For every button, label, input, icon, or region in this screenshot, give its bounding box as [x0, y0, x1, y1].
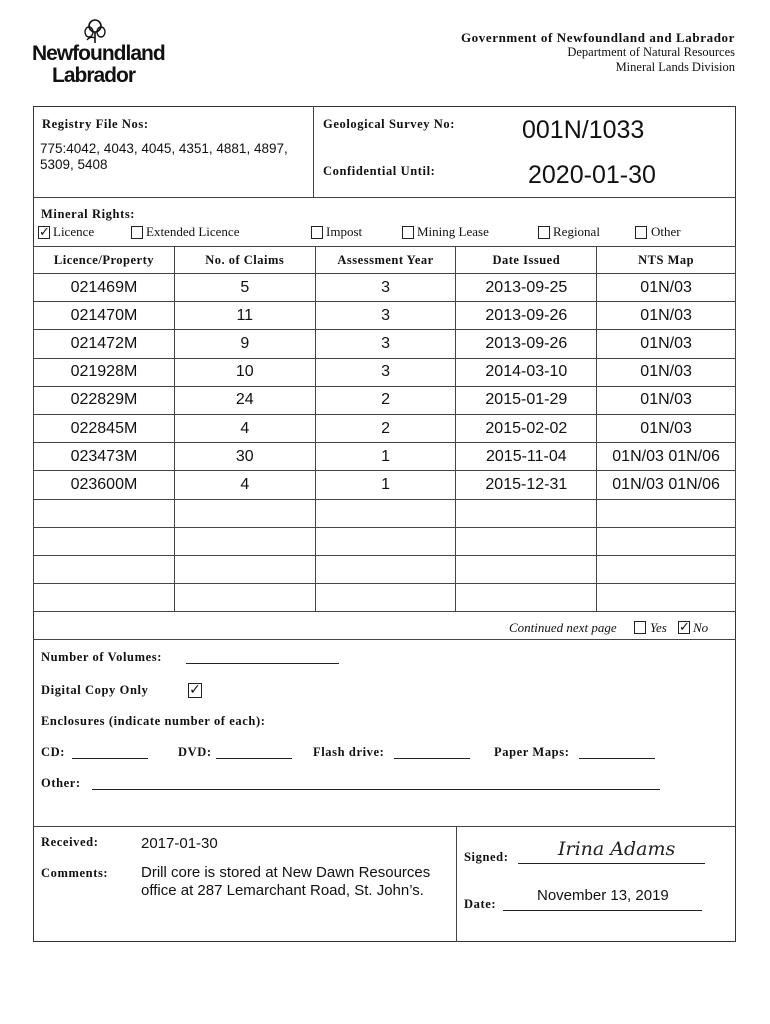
- cell-licence: 021470M: [34, 302, 175, 330]
- cell-claims: 4: [174, 471, 315, 499]
- digital-copy-label: Digital Copy Only: [41, 683, 149, 697]
- paper-maps-label: Paper Maps:: [494, 745, 570, 759]
- cell-nts-map: 01N/03 01N/06: [597, 443, 736, 471]
- logo-text-newfoundland: Newfoundland: [32, 42, 165, 65]
- cell-claims: [174, 527, 315, 555]
- regional-option-label: Regional: [553, 224, 600, 239]
- division-title: Mineral Lands Division: [615, 60, 735, 74]
- continued-no-label: No: [693, 620, 709, 635]
- table-row: [34, 443, 736, 471]
- signature-line[interactable]: [518, 863, 705, 864]
- dvd-field[interactable]: [216, 758, 292, 759]
- cell-licence: 021928M: [34, 358, 175, 386]
- column-header-claims: No. of Claims: [174, 247, 315, 274]
- table-row: [34, 555, 736, 583]
- cell-nts-map: 01N/03: [597, 414, 736, 442]
- table-row: [34, 414, 736, 442]
- table-header-row: [34, 247, 736, 274]
- government-title: Government of Newfoundland and Labrador: [460, 30, 735, 45]
- date-label: Date:: [464, 897, 497, 911]
- continued-yes-label: Yes: [650, 620, 667, 635]
- impost-option-label: Impost: [326, 224, 363, 239]
- divider: [33, 197, 736, 198]
- divider: [33, 826, 736, 827]
- cell-date-issued: 2013-09-25: [456, 274, 597, 302]
- cell-claims: [174, 499, 315, 527]
- dvd-label: DVD:: [178, 745, 212, 759]
- cell-date-issued: 2014-03-10: [456, 358, 597, 386]
- cell-claims: 5: [174, 274, 315, 302]
- cell-date-issued: 2015-01-29: [456, 386, 597, 414]
- table-row: [34, 386, 736, 414]
- geological-survey-no: 001N/1033: [522, 116, 645, 144]
- cell-claims: 11: [174, 302, 315, 330]
- other-label: Other:: [41, 776, 81, 790]
- divider: [313, 106, 314, 197]
- cell-nts-map: [597, 584, 736, 612]
- column-header-date-issued: Date Issued: [456, 247, 597, 274]
- date-line[interactable]: [503, 910, 702, 911]
- received-date: 2017-01-30: [141, 835, 218, 852]
- table-row: [34, 302, 736, 330]
- enclosures-label: Enclosures (indicate number of each):: [41, 714, 266, 728]
- mineral-rights-label: Mineral Rights:: [41, 207, 136, 221]
- cell-assessment-year: 3: [315, 330, 456, 358]
- licence-table: [33, 246, 736, 612]
- header-block: [461, 30, 735, 75]
- cell-claims: 4: [174, 414, 315, 442]
- signed-label: Signed:: [464, 850, 509, 864]
- cell-licence: 022829M: [34, 386, 175, 414]
- cell-date-issued: 2015-12-31: [456, 471, 597, 499]
- table-row: [34, 471, 736, 499]
- cell-nts-map: 01N/03: [597, 274, 736, 302]
- column-header-licence: Licence/Property: [34, 247, 175, 274]
- cell-licence: 023473M: [34, 443, 175, 471]
- mining-lease-checkbox[interactable]: [402, 226, 414, 239]
- geological-survey-label: Geological Survey No:: [323, 117, 456, 131]
- mining-lease-option-label: Mining Lease: [417, 224, 489, 239]
- received-label: Received:: [41, 835, 99, 849]
- pitcher-plant-icon: [80, 18, 110, 44]
- confidential-label: Confidential Until:: [323, 164, 436, 178]
- cell-assessment-year: [315, 584, 456, 612]
- cell-nts-map: 01N/03 01N/06: [597, 471, 736, 499]
- cell-assessment-year: [315, 499, 456, 527]
- column-header-assessment-year: Assessment Year: [315, 247, 456, 274]
- regional-checkbox[interactable]: [538, 226, 550, 239]
- table-row: [34, 274, 736, 302]
- signature: Irina Adams: [558, 838, 676, 860]
- impost-checkbox[interactable]: [311, 226, 323, 239]
- digital-copy-checkbox[interactable]: ✓: [189, 682, 201, 698]
- extended-licence-option-label: Extended Licence: [146, 224, 240, 239]
- comments-line-1: Drill core is stored at New Dawn Resources: [141, 864, 431, 881]
- comments-line-2: office at 287 Lemarchant Road, St. John’s.: [141, 882, 424, 899]
- other-field[interactable]: [92, 789, 660, 790]
- cell-nts-map: 01N/03: [597, 330, 736, 358]
- cell-licence: [34, 527, 175, 555]
- flash-drive-field[interactable]: [394, 758, 470, 759]
- table-row: [34, 358, 736, 386]
- department-title: Department of Natural Resources: [567, 45, 735, 59]
- cell-assessment-year: [315, 555, 456, 583]
- cell-nts-map: [597, 527, 736, 555]
- signed-date: November 13, 2019: [537, 887, 669, 904]
- cell-date-issued: [456, 499, 597, 527]
- licence-option-label: Licence: [53, 224, 95, 239]
- cell-date-issued: [456, 584, 597, 612]
- paper-maps-field[interactable]: [579, 758, 655, 759]
- comments-label: Comments:: [41, 866, 109, 880]
- extended-licence-checkbox[interactable]: [131, 226, 143, 239]
- cell-claims: 24: [174, 386, 315, 414]
- cell-licence: 021469M: [34, 274, 175, 302]
- cell-date-issued: 2013-09-26: [456, 302, 597, 330]
- cell-date-issued: [456, 555, 597, 583]
- registry-file-nos: 775:4042, 4043, 4045, 4351, 4881, 4897, 5309, 5408: [40, 141, 288, 172]
- table-row: [34, 584, 736, 612]
- cell-assessment-year: 2: [315, 414, 456, 442]
- divider: [456, 826, 457, 942]
- column-header-nts-map: NTS Map: [597, 247, 736, 274]
- cell-assessment-year: 3: [315, 302, 456, 330]
- cell-licence: 023600M: [34, 471, 175, 499]
- cell-licence: 022845M: [34, 414, 175, 442]
- newfoundland-labrador-logo: [32, 18, 165, 88]
- divider: [33, 639, 736, 640]
- cell-claims: 30: [174, 443, 315, 471]
- cell-nts-map: 01N/03: [597, 386, 736, 414]
- table-row: [34, 527, 736, 555]
- other-checkbox[interactable]: [635, 226, 647, 239]
- cell-nts-map: 01N/03: [597, 302, 736, 330]
- cell-licence: [34, 584, 175, 612]
- table-row: [34, 330, 736, 358]
- cell-claims: [174, 555, 315, 583]
- continued-label: Continued next page: [509, 620, 617, 635]
- continued-no-checkbox[interactable]: ✓: [679, 620, 690, 635]
- volumes-label: Number of Volumes:: [41, 650, 162, 664]
- continued-yes-checkbox[interactable]: [634, 621, 646, 634]
- registry-label: Registry File Nos:: [42, 117, 149, 131]
- cell-assessment-year: [315, 527, 456, 555]
- cell-assessment-year: 2: [315, 386, 456, 414]
- cd-label: CD:: [41, 745, 66, 759]
- cell-nts-map: [597, 499, 736, 527]
- cell-date-issued: 2015-02-02: [456, 414, 597, 442]
- cell-licence: [34, 555, 175, 583]
- cell-date-issued: [456, 527, 597, 555]
- cell-date-issued: 2013-09-26: [456, 330, 597, 358]
- cell-assessment-year: 3: [315, 274, 456, 302]
- flash-drive-label: Flash drive:: [313, 745, 385, 759]
- cell-date-issued: 2015-11-04: [456, 443, 597, 471]
- cell-claims: 9: [174, 330, 315, 358]
- other-option-label: Other: [651, 224, 681, 239]
- cell-assessment-year: 3: [315, 358, 456, 386]
- confidential-until: 2020-01-30: [528, 161, 656, 189]
- logo-text-labrador: Labrador: [52, 64, 136, 87]
- cell-nts-map: 01N/03: [597, 358, 736, 386]
- licence-checkbox[interactable]: ✓: [39, 225, 50, 240]
- volumes-field[interactable]: [186, 663, 339, 664]
- cell-assessment-year: 1: [315, 471, 456, 499]
- table-row: [34, 499, 736, 527]
- cell-assessment-year: 1: [315, 443, 456, 471]
- cd-field[interactable]: [72, 758, 148, 759]
- cell-licence: [34, 499, 175, 527]
- cell-licence: 021472M: [34, 330, 175, 358]
- cell-claims: 10: [174, 358, 315, 386]
- cell-nts-map: [597, 555, 736, 583]
- cell-claims: [174, 584, 315, 612]
